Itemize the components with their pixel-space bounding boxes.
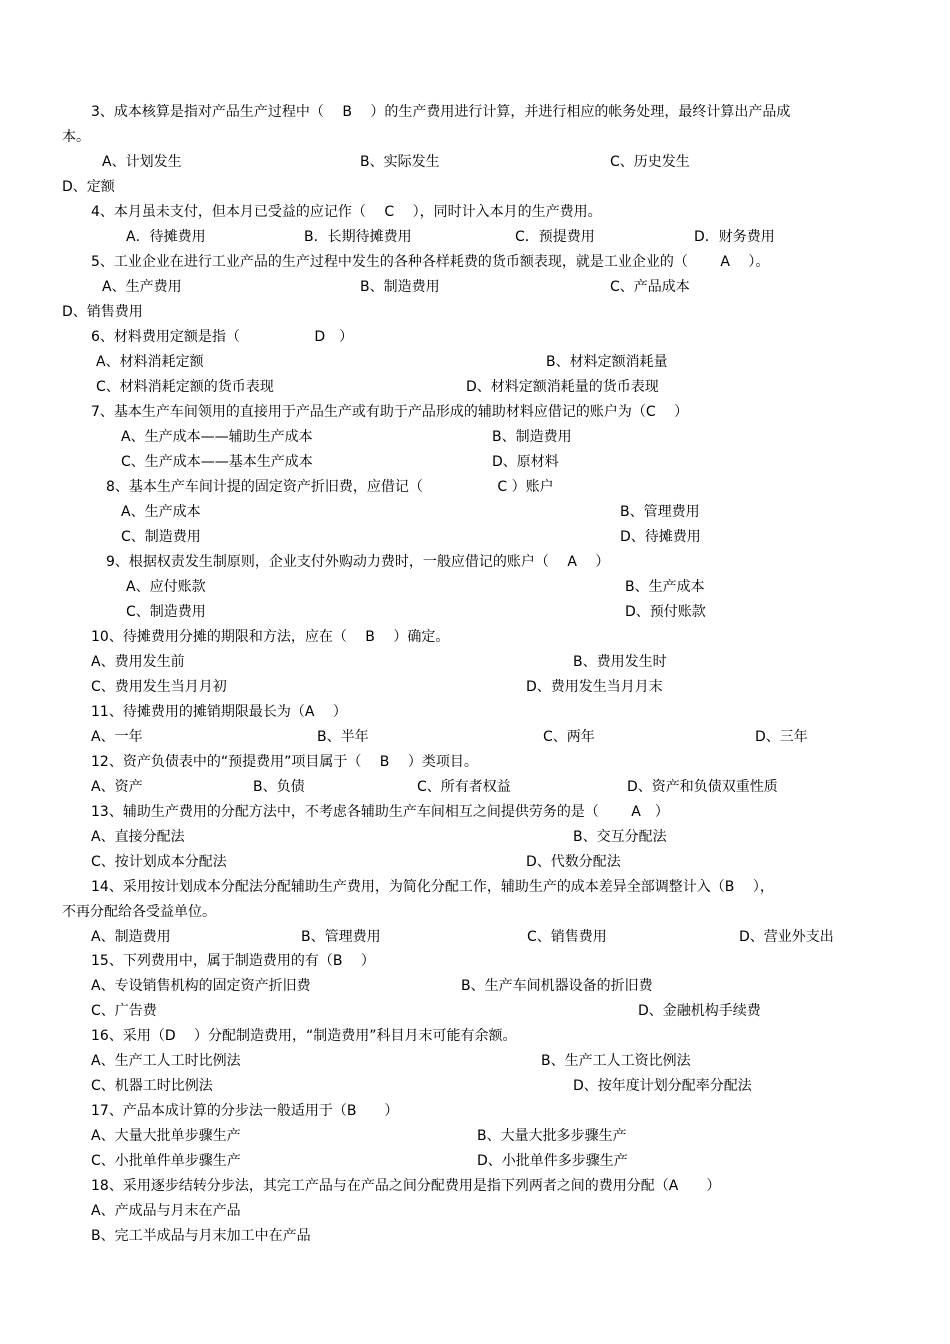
option-c: C、历史发生 <box>610 154 690 170</box>
question-8-options-2 <box>0 527 950 547</box>
option-b: B、制造费用 <box>360 279 440 295</box>
question-3-stem <box>0 102 950 122</box>
option-c: C、销售费用 <box>527 929 607 945</box>
option-c: C、材料消耗定额的货币表现 <box>96 379 274 395</box>
question-4-stem <box>0 202 950 222</box>
question-18-option-b <box>0 1226 950 1246</box>
question-text: 3、成本核算是指对产品生产过程中（ B ）的生产费用进行计算，并进行相应的帐务处理，最终计算出产品成 <box>91 104 791 120</box>
option-d: D、定额 <box>62 179 115 195</box>
option-c: C．预提费用 <box>515 229 595 245</box>
option-b: B、半年 <box>317 729 369 745</box>
option-a: A、专设销售机构的固定资产折旧费 <box>91 978 311 994</box>
question-text: 8、基本生产车间计提的固定资产折旧费，应借记（ C ）账户 <box>106 479 554 495</box>
option-d: D、待摊费用 <box>620 529 701 545</box>
question-text: 不再分配给各受益单位。 <box>62 904 216 920</box>
option-a: A、费用发生前 <box>91 654 185 670</box>
option-b: B、材料定额消耗量 <box>546 354 668 370</box>
question-16-options-2 <box>0 1076 950 1096</box>
option-b: B、完工半成品与月末加工中在产品 <box>91 1228 311 1244</box>
option-c: C、制造费用 <box>121 529 201 545</box>
question-5-options-cont <box>0 302 950 322</box>
question-9-options-2 <box>0 602 950 622</box>
option-b: B、生产工人工资比例法 <box>541 1053 691 1069</box>
question-15-options-1 <box>0 976 950 996</box>
question-9-stem <box>0 552 950 572</box>
option-b: B、生产成本 <box>625 579 705 595</box>
question-3-options-cont <box>0 177 950 197</box>
question-11-options <box>0 727 950 747</box>
question-10-options-2 <box>0 677 950 697</box>
option-b: B、制造费用 <box>492 429 572 445</box>
option-a: A、一年 <box>91 729 143 745</box>
question-13-options-2 <box>0 852 950 872</box>
question-14-options <box>0 927 950 947</box>
option-a: A、生产费用 <box>102 279 182 295</box>
option-a: A、资产 <box>91 779 143 795</box>
question-text: 4、本月虽未支付，但本月已受益的应记作（ C ），同时计入本月的生产费用。 <box>91 204 602 220</box>
option-b: B、管理费用 <box>301 929 381 945</box>
question-8-stem <box>0 477 950 497</box>
option-a: A、生产成本 <box>121 504 201 520</box>
question-text: 5、工业企业在进行工业产品的生产过程中发生的各种各样耗费的货币额表现，就是工业企业的（ A ）。 <box>91 254 770 270</box>
question-6-options-1 <box>0 352 950 372</box>
option-c: C、产品成本 <box>610 279 690 295</box>
option-c: C、广告费 <box>91 1003 157 1019</box>
question-text: 12、资产负债表中的“预提费用”项目属于（ B ）类项目。 <box>91 754 478 770</box>
question-3-options <box>0 152 950 172</box>
question-3-stem-cont <box>0 127 950 147</box>
question-text: 18、采用逐步结转分步法，其完工产品与在产品之间分配费用是指下列两者之间的费用分配（A ） <box>91 1178 721 1194</box>
question-15-options-2 <box>0 1001 950 1021</box>
option-a: A、大量大批单步骤生产 <box>91 1128 241 1144</box>
question-14-stem-cont <box>0 902 950 922</box>
option-a: A、直接分配法 <box>91 829 185 845</box>
question-17-options-2 <box>0 1151 950 1171</box>
question-11-stem <box>0 702 950 722</box>
option-a: A、生产成本——辅助生产成本 <box>121 429 313 445</box>
question-15-stem <box>0 951 950 971</box>
option-b: B、生产车间机器设备的折旧费 <box>461 978 653 994</box>
option-d: D、小批单件多步骤生产 <box>477 1153 628 1169</box>
option-d: D、金融机构手续费 <box>638 1003 761 1019</box>
question-text: 15、下列费用中，属于制造费用的有（B ） <box>91 953 375 969</box>
option-b: B、大量大批多步骤生产 <box>477 1128 627 1144</box>
question-text: 11、待摊费用的摊销期限最长为（A ） <box>91 704 347 720</box>
question-4-options <box>0 227 950 247</box>
option-a: A．待摊费用 <box>126 229 206 245</box>
option-d: D、三年 <box>755 729 808 745</box>
question-7-options-2 <box>0 452 950 472</box>
option-d: D、销售费用 <box>62 304 143 320</box>
question-7-options-1 <box>0 427 950 447</box>
option-b: B、费用发生时 <box>573 654 667 670</box>
option-d: D、资产和负债双重性质 <box>627 779 778 795</box>
option-c: C、生产成本——基本生产成本 <box>121 454 313 470</box>
option-d: D、费用发生当月月末 <box>526 679 663 695</box>
option-c: C、所有者权益 <box>417 779 511 795</box>
option-b: B．长期待摊费用 <box>304 229 412 245</box>
option-d: D、预付账款 <box>625 604 706 620</box>
option-a: A、制造费用 <box>91 929 171 945</box>
question-text: 10、待摊费用分摊的期限和方法，应在（ B ）确定。 <box>91 629 450 645</box>
question-8-options-1 <box>0 502 950 522</box>
question-17-options-1 <box>0 1126 950 1146</box>
question-text: 13、辅助生产费用的分配方法中，不考虑各辅助生产车间相互之间提供劳务的是（ A ） <box>91 804 669 820</box>
option-b: B、实际发生 <box>360 154 440 170</box>
option-a: A、计划发生 <box>102 154 182 170</box>
question-5-options <box>0 277 950 297</box>
question-text: 16、采用（D ）分配制造费用，“制造费用”科目月末可能有余额。 <box>91 1028 517 1044</box>
option-b: B、管理费用 <box>620 504 700 520</box>
question-18-option-a <box>0 1201 950 1221</box>
option-b: B、交互分配法 <box>573 829 667 845</box>
question-10-stem <box>0 627 950 647</box>
question-16-options-1 <box>0 1051 950 1071</box>
question-18-stem <box>0 1176 950 1196</box>
option-a: A、生产工人工时比例法 <box>91 1053 241 1069</box>
option-d: D、代数分配法 <box>526 854 621 870</box>
option-d: D、营业外支出 <box>739 929 834 945</box>
question-6-options-2 <box>0 377 950 397</box>
option-a: A、产成品与月末在产品 <box>91 1203 241 1219</box>
question-7-stem <box>0 402 950 422</box>
question-text: 7、基本生产车间领用的直接用于产品生产或有助于产品形成的辅助材料应借记的账户为（C ） <box>91 404 689 420</box>
question-text: 6、材料费用定额是指（ D ） <box>91 329 354 345</box>
question-13-stem <box>0 802 950 822</box>
question-14-stem <box>0 877 950 897</box>
option-c: C、两年 <box>543 729 595 745</box>
question-13-options-1 <box>0 827 950 847</box>
question-text: 14、采用按计划成本分配法分配辅助生产费用，为简化分配工作，辅助生产的成本差异全部调整计入（B ）， <box>91 879 774 895</box>
question-12-stem <box>0 752 950 772</box>
question-text: 本。 <box>62 129 90 145</box>
option-d: D、按年度计划分配率分配法 <box>573 1078 752 1094</box>
question-6-stem <box>0 327 950 347</box>
option-b: B、负债 <box>253 779 305 795</box>
option-c: C、制造费用 <box>126 604 206 620</box>
option-c: C、小批单件单步骤生产 <box>91 1153 241 1169</box>
option-d: D、原材料 <box>492 454 559 470</box>
option-a: A、应付账款 <box>126 579 206 595</box>
option-c: C、机器工时比例法 <box>91 1078 213 1094</box>
question-12-options <box>0 777 950 797</box>
question-5-stem <box>0 252 950 272</box>
option-a: A、材料消耗定额 <box>96 354 204 370</box>
question-10-options-1 <box>0 652 950 672</box>
question-9-options-1 <box>0 577 950 597</box>
question-text: 9、根据权责发生制原则，企业支付外购动力费时，一般应借记的账户（ A ） <box>106 554 610 570</box>
question-text: 17、产品本成计算的分步法一般适用于（B ） <box>91 1103 399 1119</box>
option-c: C、按计划成本分配法 <box>91 854 227 870</box>
question-16-stem <box>0 1026 950 1046</box>
option-d: D、材料定额消耗量的货币表现 <box>466 379 659 395</box>
option-d: D．财务费用 <box>694 229 775 245</box>
option-c: C、费用发生当月月初 <box>91 679 227 695</box>
question-17-stem <box>0 1101 950 1121</box>
